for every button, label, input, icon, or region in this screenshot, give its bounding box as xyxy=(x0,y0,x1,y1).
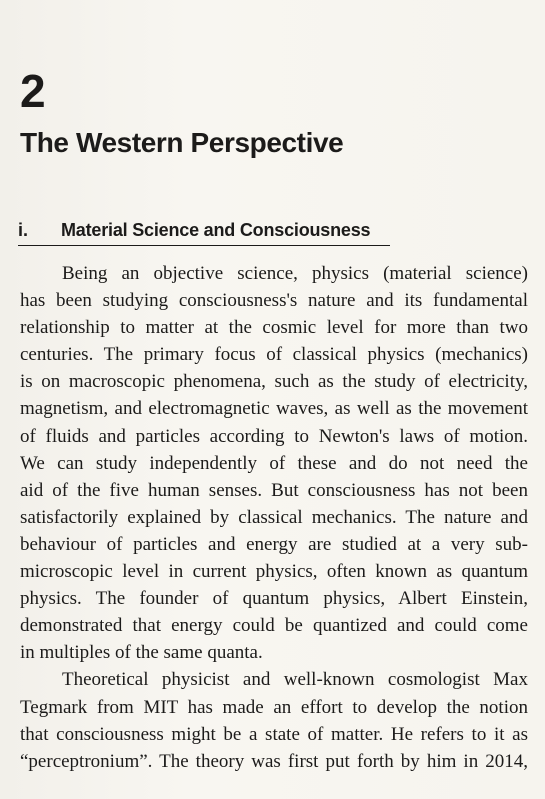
chapter-number: 2 xyxy=(20,65,45,117)
text-line: behaviour of particles and energy are studied at a very sub- xyxy=(20,533,528,555)
text-line: centuries. The primary focus of classical physics (mechanics) xyxy=(20,344,528,366)
text-line: that consciousness might be a state of matter. He refers to it as xyxy=(20,723,528,745)
text-line: Theoretical physicist and well-known cosmologist Max xyxy=(62,669,528,691)
text-line: Being an objective science, physics (material science) xyxy=(62,263,528,284)
text-line: “perceptronium”. The theory was first put forth by him in 2014, xyxy=(20,750,528,772)
section-underline xyxy=(18,245,390,246)
body-text xyxy=(20,260,528,775)
text-line: aid of the five human senses. But consciousness has not been xyxy=(20,479,528,501)
text-line: microscopic level in current physics, often known as quantum xyxy=(20,561,528,583)
text-line: relationship to matter at the cosmic level for more than two xyxy=(20,317,528,339)
chapter-title: The Western Perspective xyxy=(20,127,344,158)
text-line: has been studying consciousness's nature and its fundamental xyxy=(20,290,528,312)
text-line: in multiples of the same quanta. xyxy=(20,642,263,664)
text-line: Tegmark from MIT has made an effort to develop the notion xyxy=(20,696,528,718)
section-number: i. xyxy=(18,220,29,240)
text-line: physics. The founder of quantum physics, Albert Einstein, xyxy=(20,588,528,610)
section-heading xyxy=(18,220,390,246)
text-line: is on macroscopic phenomena, such as the study of electricity, xyxy=(20,371,528,393)
text-line: of fluids and particles according to Newton's laws of motion. xyxy=(20,425,528,447)
section-title: Material Science and Consciousness xyxy=(61,220,371,240)
text-line: We can study independently of these and do not need the xyxy=(20,452,528,474)
text-line: demonstrated that energy could be quantized and could come xyxy=(20,615,528,637)
text-line: satisfactorily explained by classical mechanics. The nature and xyxy=(20,506,528,528)
text-line: magnetism, and electromagnetic waves, as well as the movement xyxy=(20,398,528,420)
